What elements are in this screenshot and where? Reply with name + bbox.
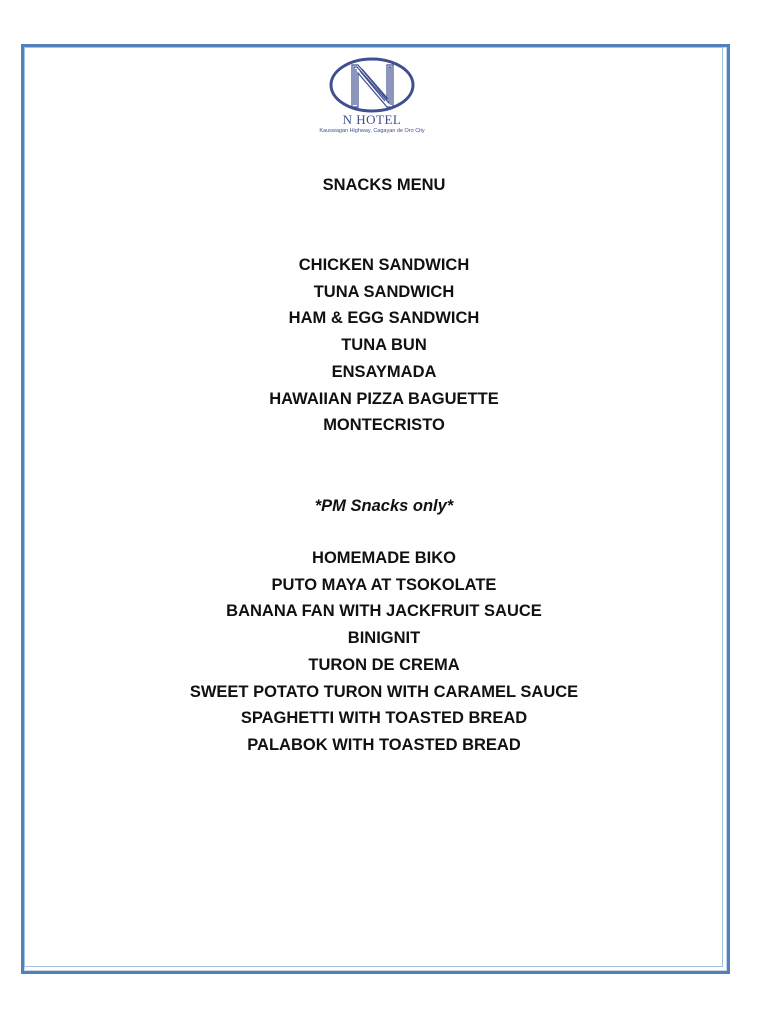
- pm-menu-item: SWEET POTATO TURON WITH CARAMEL SAUCE: [189, 682, 579, 701]
- pm-menu-item: PALABOK WITH TOASTED BREAD: [247, 735, 521, 754]
- menu-item: HAWAIIAN PIZZA BAGUETTE: [269, 389, 499, 408]
- pm-menu-item: BINIGNIT: [347, 629, 421, 648]
- pm-note-text: *PM Snacks only*: [314, 497, 454, 515]
- menu-item: CHICKEN SANDWICH: [298, 256, 470, 274]
- pm-menu-item: BANANA FAN WITH JACKFRUIT SAUCE: [226, 602, 542, 621]
- pm-snacks-note: [24, 493, 744, 520]
- pm-snack-list: [24, 545, 744, 759]
- pm-menu-item: TURON DE CREMA: [308, 655, 460, 674]
- menu-title-text: SNACKS MENU: [322, 176, 446, 194]
- hotel-logo: [292, 55, 452, 141]
- menu-item: TUNA BUN: [341, 336, 427, 355]
- pm-menu-item: SPAGHETTI WITH TOASTED BREAD: [240, 709, 528, 728]
- menu-item: MONTECRISTO: [323, 416, 445, 435]
- pm-menu-item: HOMEMADE BIKO: [312, 549, 456, 567]
- menu-title: [24, 172, 744, 199]
- menu-item: ENSAYMADA: [331, 362, 437, 381]
- menu-item: TUNA SANDWICH: [313, 282, 455, 301]
- menu-item: HAM & EGG SANDWICH: [288, 309, 480, 328]
- hotel-name: N HOTEL: [342, 112, 402, 127]
- hotel-address: Kauswagan Highway, Cagayan de Oro City: [319, 128, 425, 134]
- snack-list: [24, 252, 744, 439]
- n-monogram-icon: [292, 55, 452, 115]
- pm-menu-item: PUTO MAYA AT TSOKOLATE: [271, 575, 497, 594]
